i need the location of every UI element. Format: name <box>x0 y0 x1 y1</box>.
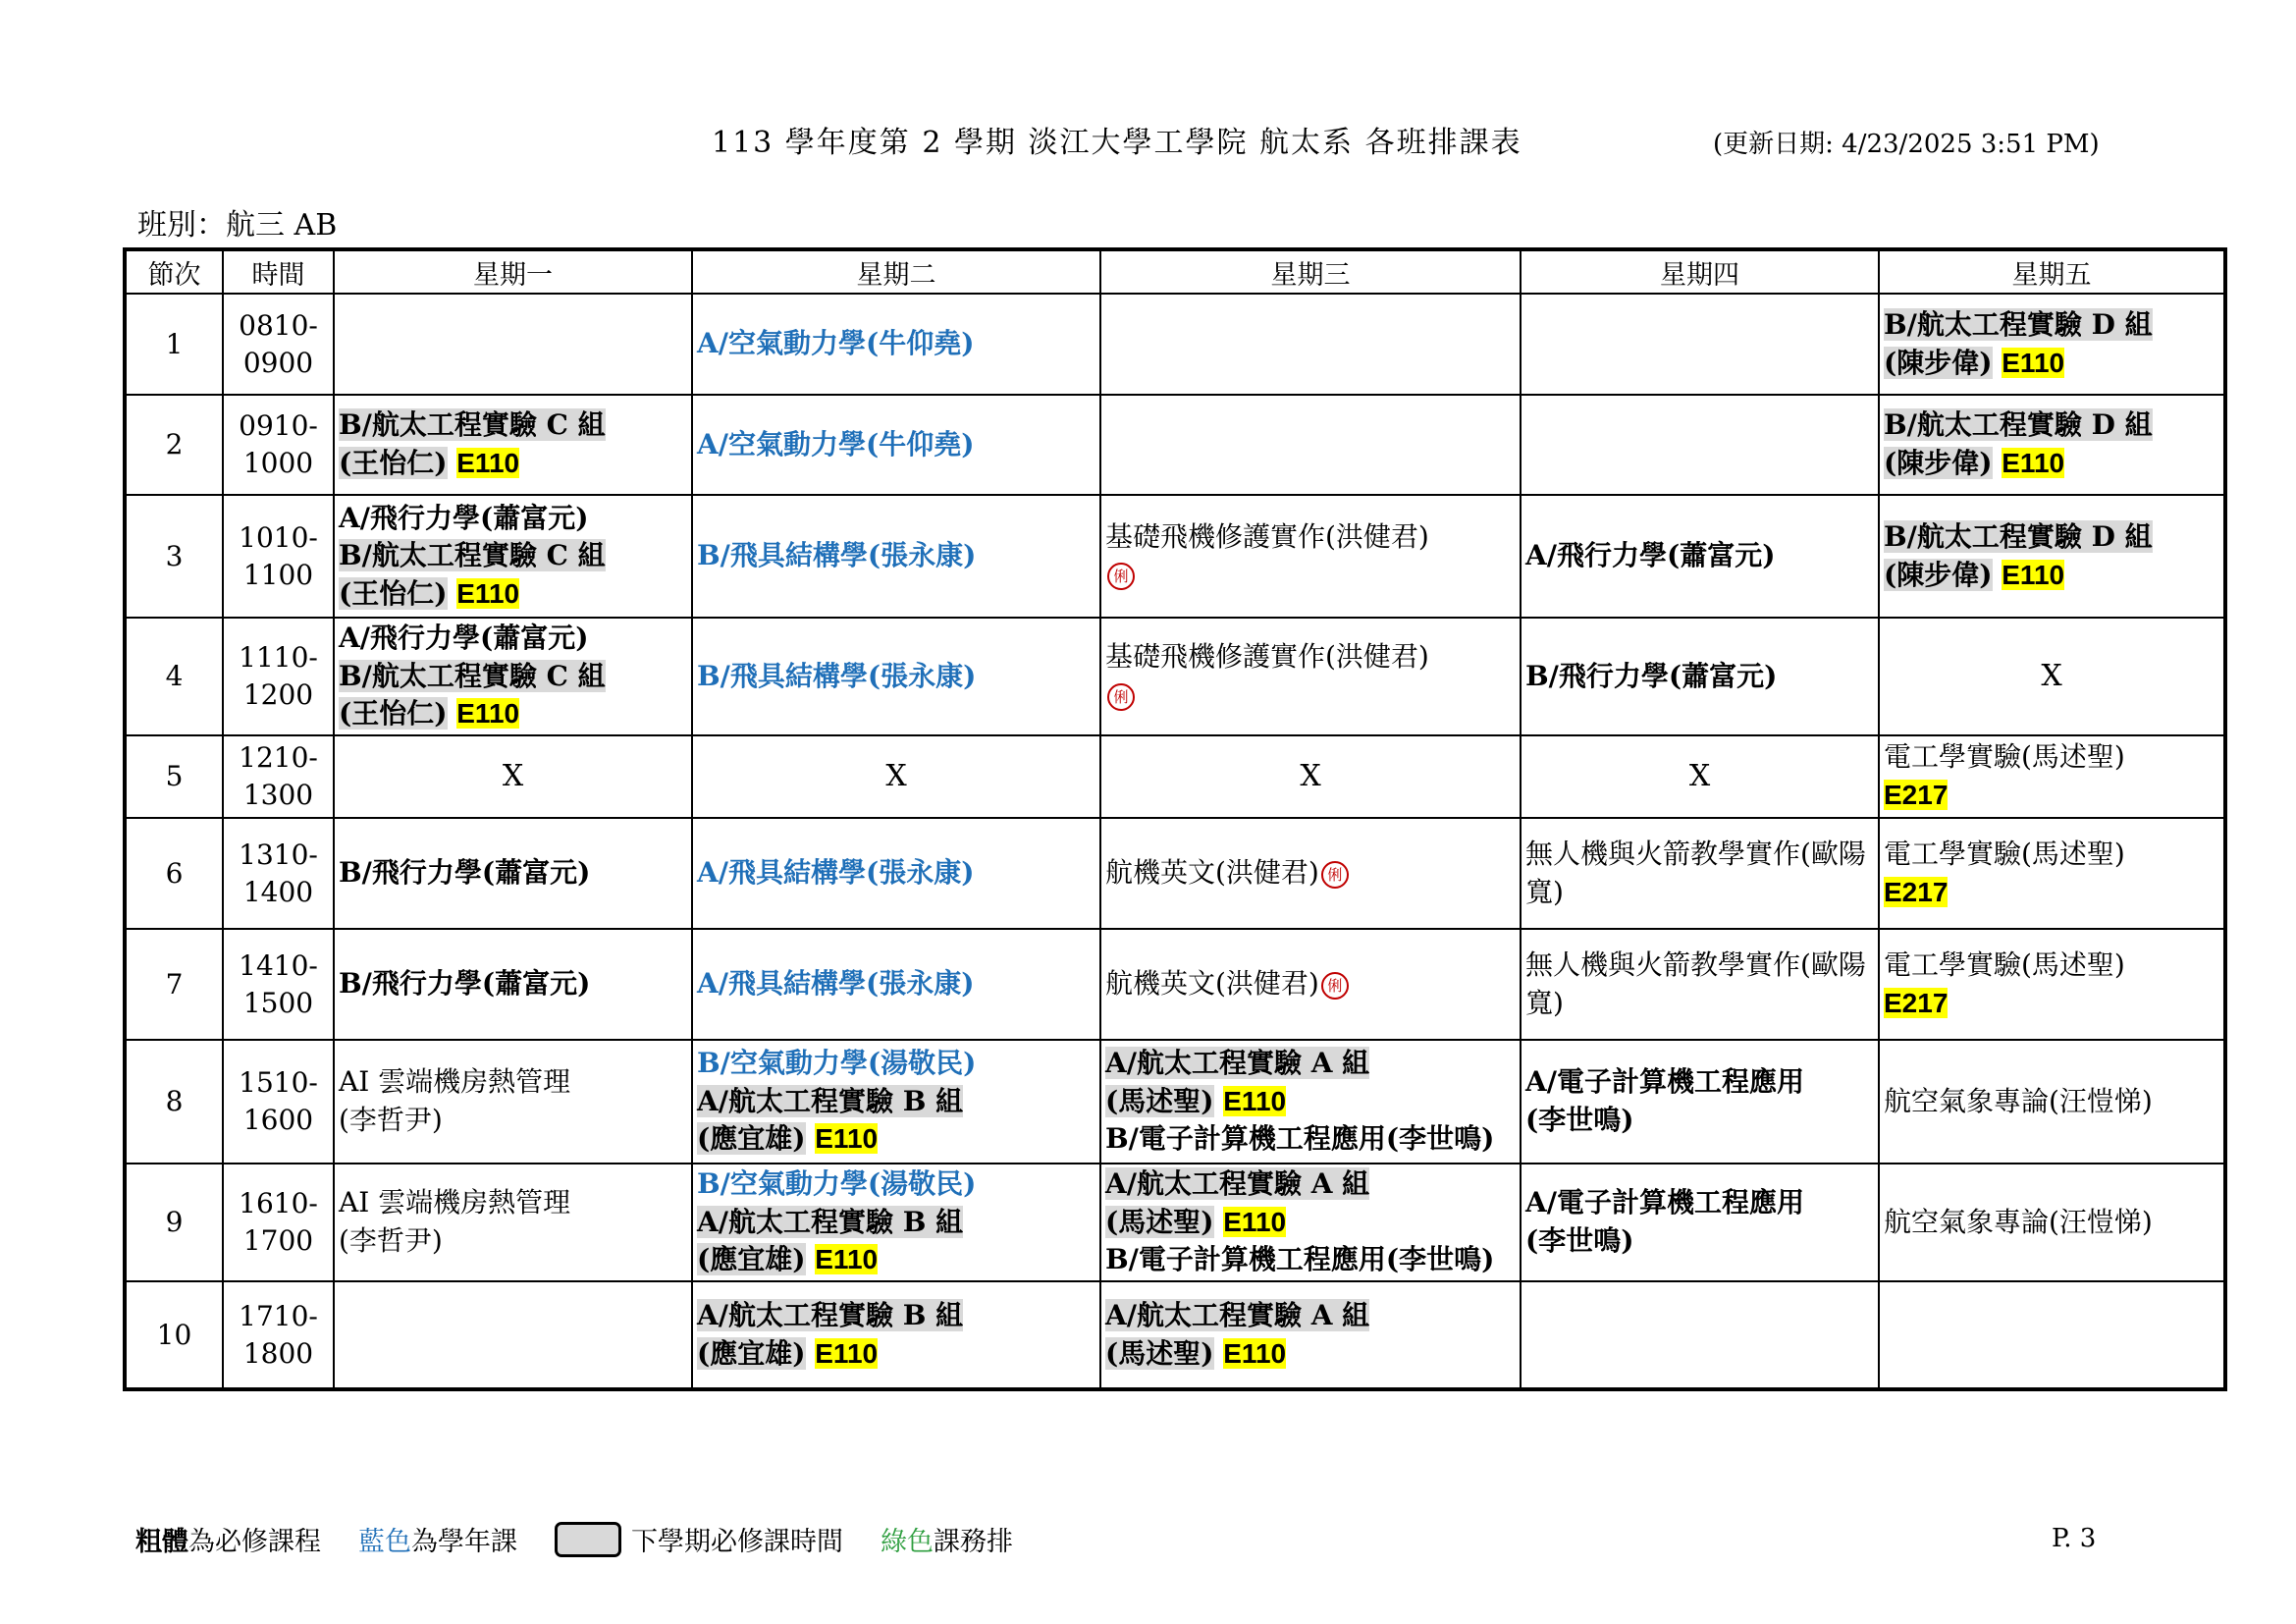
room-badge: E110 <box>2002 559 2065 590</box>
course-name: A/航太工程實驗 A 組 <box>1105 1047 1370 1080</box>
course-name: A/航太工程實驗 B 組 <box>697 1205 964 1238</box>
course-cell <box>692 294 1100 395</box>
no-class-cell: X <box>334 735 692 818</box>
course-cell <box>1100 1164 1521 1281</box>
course-name: A/航太工程實驗 B 組 <box>697 1298 964 1331</box>
course-name: A/電子計算機工程應用 <box>1525 1186 1804 1219</box>
course-name: 基礎飛機修護實作(洪健君) <box>1105 519 1429 553</box>
period-time: 1210- 1300 <box>223 735 334 818</box>
room-badge: E110 <box>815 1337 879 1369</box>
course-name: A/航太工程實驗 B 組 <box>697 1084 964 1117</box>
period-time: 1410- 1500 <box>223 929 334 1040</box>
course-cell <box>692 395 1100 495</box>
room-badge: E110 <box>1223 1085 1287 1116</box>
course-name: B/航太工程實驗 D 組 <box>1884 408 2153 442</box>
table-row <box>125 818 2225 929</box>
header-time: 時間 <box>223 249 334 294</box>
course-teacher: (馬述聖) <box>1105 1336 1214 1370</box>
course-teacher: (王怡仁) <box>339 576 448 610</box>
course-cell <box>692 1164 1100 1281</box>
seal-icon: 俐 <box>1321 861 1349 889</box>
seal-icon: 俐 <box>1107 563 1135 590</box>
course-name: B/飛具結構學(張永康) <box>697 659 977 692</box>
course-cell <box>334 929 692 1040</box>
course-cell <box>692 618 1100 735</box>
course-cell <box>1100 1281 1521 1389</box>
course-name: AI 雲端機房熱管理 <box>339 1065 571 1099</box>
course-teacher: (王怡仁) <box>339 447 448 479</box>
course-cell <box>692 1040 1100 1164</box>
period-time: 0810- 0900 <box>223 294 334 395</box>
update-date: (更新日期: 4/23/2025 3:51 PM) <box>1713 130 2100 159</box>
course-teacher: (馬述聖) <box>1105 1205 1214 1238</box>
period-time: 0910- 1000 <box>223 395 334 495</box>
course-cell <box>1879 395 2225 495</box>
course-name: B/飛行力學(蕭富元) <box>339 967 591 1001</box>
period-number: 5 <box>125 735 223 818</box>
table-row <box>125 395 2225 495</box>
course-name: B/航太工程實驗 C 組 <box>339 659 606 692</box>
period-time: 1610- 1700 <box>223 1164 334 1281</box>
course-teacher: (陳步偉) <box>1884 346 1993 379</box>
header-period: 節次 <box>125 249 223 294</box>
course-cell <box>1521 395 1879 495</box>
room-badge: E110 <box>1223 1337 1287 1369</box>
course-name: 基礎飛機修護實作(洪健君) <box>1105 640 1429 674</box>
room-badge: E110 <box>815 1123 879 1155</box>
table-row <box>125 735 2225 818</box>
course-cell <box>334 1164 692 1281</box>
course-name: A/飛具結構學(張永康) <box>697 856 975 890</box>
course-cell <box>1521 818 1879 929</box>
course-name: B/空氣動力學(湯敬民) <box>697 1047 977 1080</box>
course-name: B/電子計算機工程應用(李世鳴) <box>1105 1243 1495 1276</box>
room-badge: E110 <box>456 577 520 609</box>
room-badge: E110 <box>456 698 520 730</box>
course-name: B/航太工程實驗 C 組 <box>339 539 606 572</box>
course-name: A/航太工程實驗 A 組 <box>1105 1298 1370 1331</box>
course-name: 電工學實驗(馬述聖) <box>1884 740 2125 774</box>
course-name: A/飛具結構學(張永康) <box>697 967 975 1001</box>
legend-bold: 粗體 為必修課程 <box>135 1527 321 1557</box>
period-number: 3 <box>125 495 223 618</box>
room-badge: E110 <box>2002 448 2065 478</box>
course-cell <box>1879 818 2225 929</box>
header-wednesday: 星期三 <box>1100 249 1521 294</box>
period-number: 4 <box>125 618 223 735</box>
course-cell <box>1521 495 1879 618</box>
course-cell <box>692 818 1100 929</box>
course-name: 無人機與火箭教學實作(歐陽寬) <box>1525 837 1866 908</box>
course-cell <box>1521 294 1879 395</box>
course-cell <box>692 495 1100 618</box>
legend-gray: 下學期必修課時間 <box>555 1520 843 1558</box>
course-name: B/航太工程實驗 D 組 <box>1884 519 2153 553</box>
period-number: 9 <box>125 1164 223 1281</box>
course-teacher: (馬述聖) <box>1105 1084 1214 1117</box>
room-badge: E217 <box>1884 876 1949 907</box>
course-cell <box>334 395 692 495</box>
room-badge: E217 <box>1884 780 1949 810</box>
header-thursday: 星期四 <box>1521 249 1879 294</box>
course-cell <box>1521 1040 1879 1164</box>
gray-swatch-icon <box>555 1522 621 1557</box>
header-tuesday: 星期二 <box>692 249 1100 294</box>
course-cell <box>334 495 692 618</box>
header-monday: 星期一 <box>334 249 692 294</box>
seal-icon: 俐 <box>1107 683 1135 711</box>
period-time: 1710- 1800 <box>223 1281 334 1389</box>
course-teacher: (應宜雄) <box>697 1336 806 1370</box>
course-cell <box>692 1281 1100 1389</box>
legend-green: 綠色 課務排 <box>881 1527 1013 1557</box>
no-class-cell: X <box>1100 735 1521 818</box>
course-teacher: (應宜雄) <box>697 1122 806 1156</box>
class-label: 班別：航三 AB <box>137 208 338 243</box>
course-teacher: (陳步偉) <box>1884 447 1993 479</box>
course-cell <box>1100 929 1521 1040</box>
header-row <box>125 249 2225 294</box>
course-cell <box>1521 1281 1879 1389</box>
course-cell <box>1100 618 1521 735</box>
course-cell <box>1100 395 1521 495</box>
course-cell <box>1521 618 1879 735</box>
room-badge: E110 <box>2002 347 2065 378</box>
period-time: 1310- 1400 <box>223 818 334 929</box>
course-cell <box>1100 1040 1521 1164</box>
table-row <box>125 1164 2225 1281</box>
course-name: B/航太工程實驗 C 組 <box>339 408 606 442</box>
table-row <box>125 618 2225 735</box>
course-cell <box>1879 929 2225 1040</box>
header-friday: 星期五 <box>1879 249 2225 294</box>
table-row <box>125 1040 2225 1164</box>
course-cell <box>1521 1164 1879 1281</box>
schedule-table <box>123 247 2227 1391</box>
course-cell <box>334 618 692 735</box>
course-teacher: (李世鳴) <box>1525 1224 1634 1257</box>
course-name: 無人機與火箭教學實作(歐陽寬) <box>1525 947 1866 1019</box>
course-teacher: (陳步偉) <box>1884 558 1993 591</box>
course-name: 電工學實驗(馬述聖) <box>1884 947 2125 981</box>
no-class-cell: X <box>692 735 1100 818</box>
room-badge: E110 <box>1223 1206 1287 1237</box>
course-cell <box>1879 495 2225 618</box>
course-cell <box>1100 818 1521 929</box>
course-name: B/電子計算機工程應用(李世鳴) <box>1105 1122 1495 1156</box>
page-number: P. 3 <box>2052 1524 2097 1553</box>
room-badge: E110 <box>456 448 520 478</box>
course-name: A/航太工程實驗 A 組 <box>1105 1167 1370 1201</box>
course-cell <box>334 818 692 929</box>
period-number: 2 <box>125 395 223 495</box>
course-name: B/飛行力學(蕭富元) <box>339 856 591 890</box>
course-name: A/飛行力學(蕭富元) <box>339 501 589 534</box>
no-class-cell: X <box>1521 735 1879 818</box>
course-cell <box>334 294 692 395</box>
period-number: 8 <box>125 1040 223 1164</box>
course-cell <box>1100 495 1521 618</box>
course-cell <box>334 1040 692 1164</box>
no-class-cell: X <box>1879 618 2225 735</box>
legend-blue: 藍色 為學年課 <box>358 1527 517 1557</box>
table-row <box>125 1281 2225 1389</box>
course-cell <box>334 1281 692 1389</box>
room-badge: E110 <box>815 1244 879 1275</box>
period-number: 7 <box>125 929 223 1040</box>
course-name: 航空氣象專論(汪愷悌) <box>1884 1205 2153 1238</box>
course-name: 航機英文(洪健君) <box>1105 967 1319 1001</box>
course-cell <box>1879 735 2225 818</box>
period-number: 10 <box>125 1281 223 1389</box>
course-cell <box>1879 1164 2225 1281</box>
course-cell <box>1879 1281 2225 1389</box>
table-row <box>125 294 2225 395</box>
course-teacher: (王怡仁) <box>339 697 448 731</box>
table-row <box>125 929 2225 1040</box>
course-teacher: (李哲尹) <box>339 1224 443 1257</box>
course-teacher: (李世鳴) <box>1525 1104 1634 1136</box>
course-name: 航機英文(洪健君) <box>1105 856 1319 890</box>
course-cell <box>1521 929 1879 1040</box>
table-row <box>125 495 2225 618</box>
period-time: 1010- 1100 <box>223 495 334 618</box>
course-name: A/飛行力學(蕭富元) <box>1525 539 1776 572</box>
seal-icon: 俐 <box>1321 972 1349 1000</box>
page-title: 113 學年度第 2 學期 淡江大學工學院 航太系 各班排課表 <box>712 126 1522 160</box>
room-badge: E217 <box>1884 987 1949 1018</box>
course-name: A/電子計算機工程應用 <box>1525 1065 1804 1099</box>
course-name: A/飛行力學(蕭富元) <box>339 622 589 655</box>
course-name: AI 雲端機房熱管理 <box>339 1186 571 1219</box>
course-name: B/空氣動力學(湯敬民) <box>697 1167 977 1201</box>
course-name: B/飛行力學(蕭富元) <box>1525 659 1778 692</box>
period-time: 1110- 1200 <box>223 618 334 735</box>
course-cell <box>1879 1040 2225 1164</box>
course-name: 航空氣象專論(汪愷悌) <box>1884 1084 2153 1117</box>
course-name: A/空氣動力學(牛仰堯) <box>697 327 975 360</box>
course-name: A/空氣動力學(牛仰堯) <box>697 427 975 460</box>
period-time: 1510- 1600 <box>223 1040 334 1164</box>
course-cell <box>1100 294 1521 395</box>
course-teacher: (應宜雄) <box>697 1243 806 1276</box>
course-teacher: (李哲尹) <box>339 1104 443 1136</box>
course-name: 電工學實驗(馬述聖) <box>1884 837 2125 870</box>
legend <box>135 1520 1050 1558</box>
course-name: B/飛具結構學(張永康) <box>697 539 977 572</box>
course-cell <box>692 929 1100 1040</box>
course-cell <box>1879 294 2225 395</box>
period-number: 6 <box>125 818 223 929</box>
period-number: 1 <box>125 294 223 395</box>
course-name: B/航太工程實驗 D 組 <box>1884 307 2153 341</box>
